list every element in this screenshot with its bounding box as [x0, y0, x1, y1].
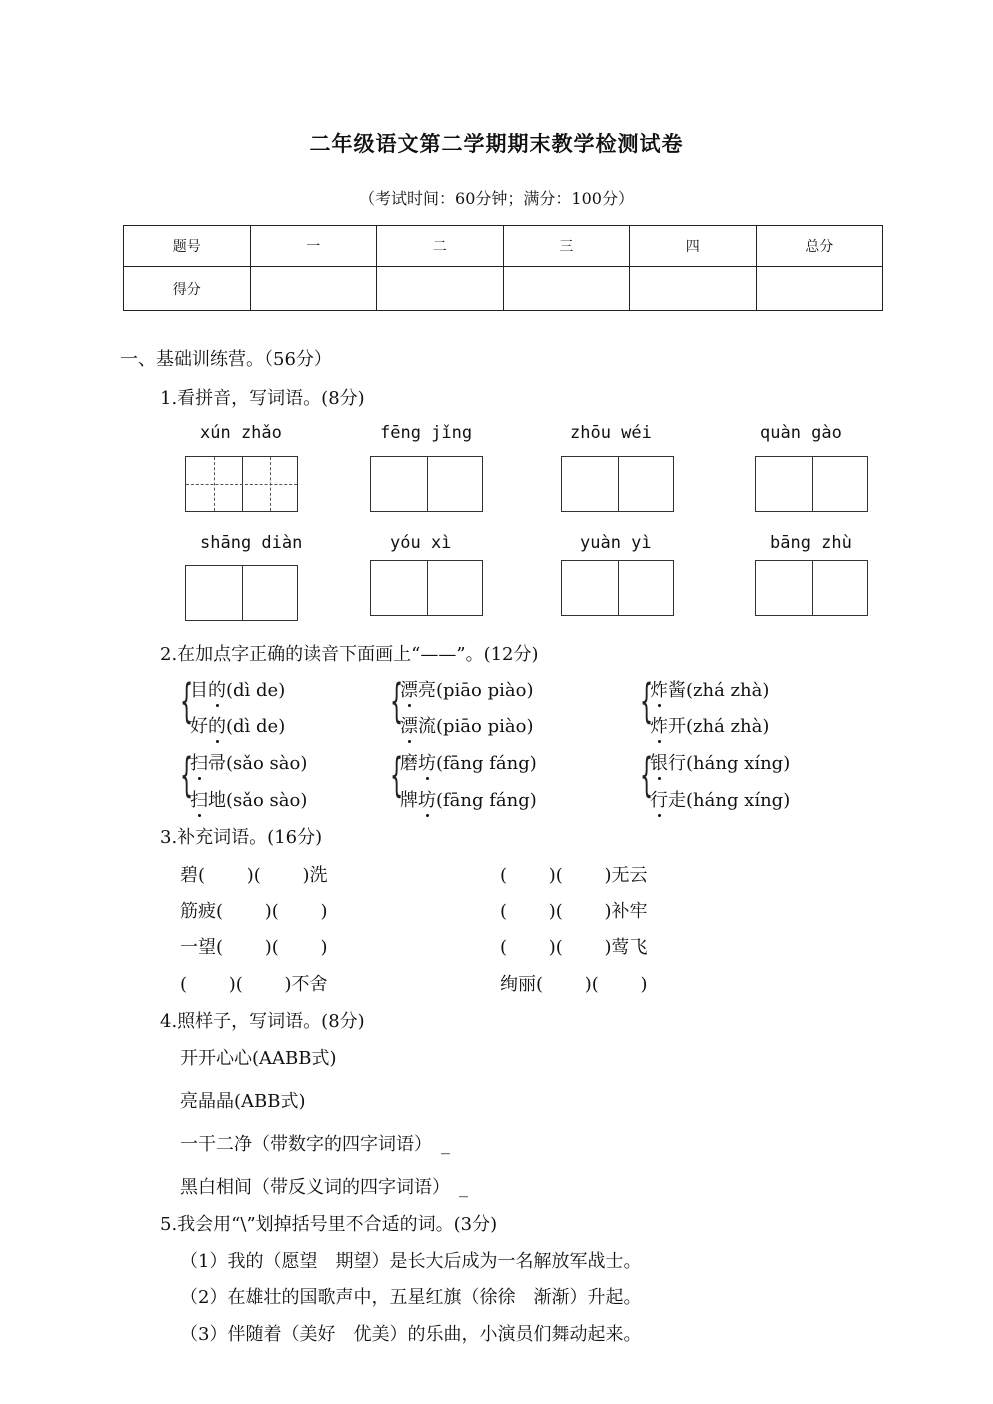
- tianzige-answer-box[interactable]: [185, 456, 298, 512]
- dotted-character: 扫: [190, 790, 208, 811]
- fill-in-idiom[interactable]: 筋疲( )( ): [180, 901, 328, 922]
- dotted-character: 炸: [650, 716, 668, 737]
- word-prefix: 磨: [400, 753, 418, 774]
- pinyin-options[interactable]: (zhá zhà): [686, 716, 770, 737]
- answer-box[interactable]: [561, 456, 674, 512]
- brace-icon: {: [180, 748, 194, 802]
- pinyin-options[interactable]: (sǎo sào): [226, 753, 308, 774]
- pronunciation-item: [650, 676, 769, 702]
- pronunciation-item: [400, 676, 533, 702]
- question-3-label: 3.补充词语。(16分): [160, 827, 323, 848]
- word-prefix: 好: [190, 716, 208, 737]
- dotted-character: 的: [208, 680, 226, 701]
- pronunciation-item: [190, 749, 307, 775]
- dotted-character: 行: [650, 790, 668, 811]
- answer-box[interactable]: [755, 456, 868, 512]
- pronunciation-item: [190, 712, 285, 738]
- pronunciation-item: [400, 749, 537, 775]
- answer-box[interactable]: [185, 565, 298, 621]
- question-5-label: 5.我会用“\”划掉括号里不合适的词。(3分): [160, 1214, 498, 1235]
- word-suffix: 酱: [668, 680, 686, 701]
- pinyin-label: xún zhǎo: [200, 423, 282, 443]
- pinyin-label: yóu xì: [390, 533, 452, 553]
- score-header-cell: 三: [503, 226, 630, 267]
- pinyin-label: fēng jǐng: [380, 423, 473, 443]
- fill-in-idiom[interactable]: ( )( )无云: [500, 865, 648, 886]
- word-suffix: 流: [418, 716, 436, 737]
- pronunciation-item: [400, 712, 533, 738]
- fill-in-idiom[interactable]: 绚丽( )( ): [500, 974, 648, 995]
- exam-info: （考试时间：60分钟；满分：100分）: [359, 189, 634, 208]
- dotted-character: 坊: [418, 790, 436, 811]
- dotted-character: 银: [650, 753, 668, 774]
- fill-in-idiom[interactable]: ( )( )不舍: [180, 974, 328, 995]
- word-suffix: 帚: [208, 753, 226, 774]
- example-word-line[interactable]: 开开心心(AABB式): [180, 1048, 337, 1069]
- pronunciation-item: [400, 786, 537, 812]
- score-row-label: 得分: [124, 267, 251, 311]
- word-prefix: 牌: [400, 790, 418, 811]
- score-cell[interactable]: [250, 267, 377, 311]
- answer-box[interactable]: [370, 456, 483, 512]
- pinyin-options[interactable]: (dì de): [226, 716, 286, 737]
- sentence-choice[interactable]: （2）在雄壮的国歌声中，五星红旗（徐徐 渐渐）升起。: [180, 1287, 642, 1308]
- score-table: [123, 225, 883, 311]
- dotted-character: 的: [208, 716, 226, 737]
- pronunciation-item: [190, 786, 307, 812]
- score-cell[interactable]: [756, 267, 883, 311]
- pinyin-options[interactable]: (sǎo sào): [226, 790, 308, 811]
- brace-icon: {: [640, 674, 654, 728]
- section-heading: 一、基础训练营。（56分）: [120, 349, 332, 370]
- pronunciation-item: [650, 712, 769, 738]
- score-cell[interactable]: [377, 267, 504, 311]
- score-header-cell: 四: [630, 226, 757, 267]
- fill-in-idiom[interactable]: 一望( )( ): [180, 937, 328, 958]
- pinyin-options[interactable]: (piāo piào): [436, 680, 534, 701]
- page-title: 二年级语文第二学期期末教学检测试卷: [309, 131, 684, 156]
- sentence-choice[interactable]: （1）我的（愿望 期望）是长大后成为一名解放军战士。: [180, 1251, 642, 1272]
- example-word-line[interactable]: 亮晶晶(ABB式): [180, 1091, 306, 1112]
- score-header-cell: 二: [377, 226, 504, 267]
- word-suffix: 行: [668, 753, 686, 774]
- dotted-character: 漂: [400, 680, 418, 701]
- answer-box[interactable]: [561, 560, 674, 616]
- word-suffix: 走: [668, 790, 686, 811]
- question-2-label: 2.在加点字正确的读音下面画上“——”。(12分): [160, 644, 539, 665]
- dotted-character: 炸: [650, 680, 668, 701]
- fill-in-idiom[interactable]: 碧( )( )洗: [180, 865, 328, 886]
- word-prefix: 目: [190, 680, 208, 701]
- answer-box[interactable]: [370, 560, 483, 616]
- dotted-character: 扫: [190, 753, 208, 774]
- pronunciation-item: [650, 786, 790, 812]
- pinyin-options[interactable]: (fāng fáng): [436, 790, 537, 811]
- word-suffix: 开: [668, 716, 686, 737]
- brace-icon: {: [640, 748, 654, 802]
- brace-icon: {: [390, 748, 404, 802]
- example-word-line[interactable]: 黑白相间（带反义词的四字词语） _: [180, 1177, 468, 1198]
- pinyin-label: zhōu wéi: [570, 423, 652, 443]
- pinyin-options[interactable]: (háng xíng): [686, 790, 791, 811]
- pinyin-options[interactable]: (fāng fáng): [436, 753, 537, 774]
- pinyin-label: shāng diàn: [200, 533, 303, 553]
- brace-icon: {: [180, 674, 194, 728]
- pinyin-label: yuàn yì: [580, 533, 652, 553]
- pinyin-options[interactable]: (háng xíng): [686, 753, 791, 774]
- dotted-character: 漂: [400, 716, 418, 737]
- pinyin-label: quàn gào: [760, 423, 842, 443]
- pronunciation-item: [650, 749, 790, 775]
- word-suffix: 亮: [418, 680, 436, 701]
- brace-icon: {: [390, 674, 404, 728]
- pinyin-options[interactable]: (dì de): [226, 680, 286, 701]
- question-4-label: 4.照样子，写词语。(8分): [160, 1011, 365, 1032]
- score-cell[interactable]: [630, 267, 757, 311]
- score-header-cell: 一: [250, 226, 377, 267]
- pronunciation-item: [190, 676, 285, 702]
- pinyin-options[interactable]: (piāo piào): [436, 716, 534, 737]
- fill-in-idiom[interactable]: ( )( )莺飞: [500, 937, 648, 958]
- word-suffix: 地: [208, 790, 226, 811]
- sentence-choice[interactable]: （3）伴随着（美好 优美）的乐曲，小演员们舞动起来。: [180, 1324, 642, 1345]
- pinyin-label: bāng zhù: [770, 533, 852, 553]
- score-header-cell: 总分: [756, 226, 883, 267]
- fill-in-idiom[interactable]: ( )( )补牢: [500, 901, 648, 922]
- pinyin-options[interactable]: (zhá zhà): [686, 680, 770, 701]
- score-header-cell: 题号: [124, 226, 251, 267]
- example-word-line[interactable]: 一干二净（带数字的四字词语） _: [180, 1134, 450, 1155]
- answer-box[interactable]: [755, 560, 868, 616]
- dotted-character: 坊: [418, 753, 436, 774]
- question-1-label: 1.看拼音，写词语。(8分): [160, 388, 365, 409]
- score-cell[interactable]: [503, 267, 630, 311]
